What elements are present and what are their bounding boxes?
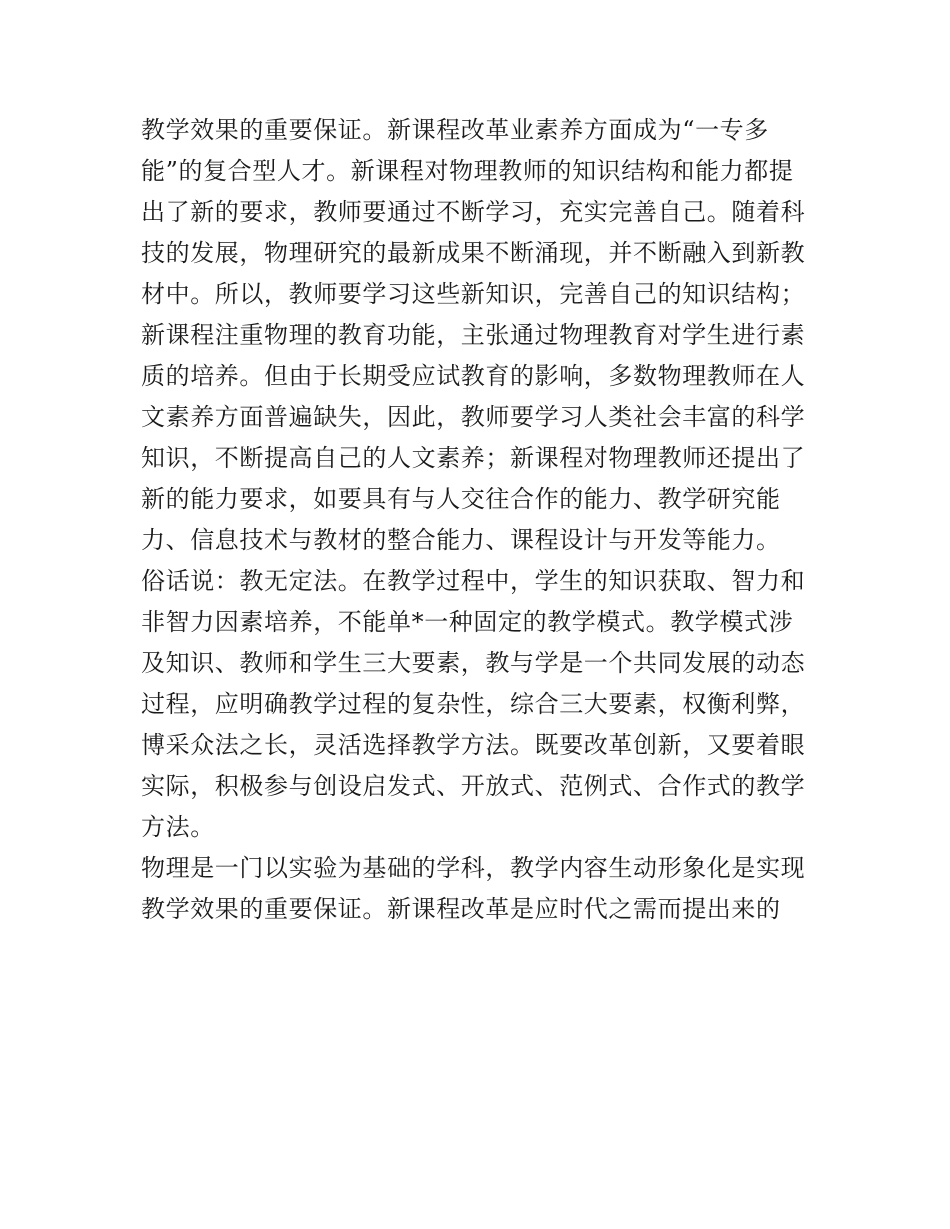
text-line-20: 教学效果的重要保证。新课程改革是应时代之需而提出来的 (141, 895, 781, 923)
text-line-15: 过程，应明确教学过程的复杂性，综合三大要素，权衡利弊， (141, 690, 806, 718)
text-line-5: 材中。所以，教师要学习这些新知识，完善自己的知识结构； (141, 280, 806, 308)
text-line-13: 非智力因素培养，不能单*一种固定的教学模式。教学模式涉 (141, 608, 794, 636)
text-line-3: 出了新的要求，教师要通过不断学习，充实完善自己。随着科 (141, 198, 806, 226)
text-line-6: 新课程注重物理的教育功能，主张通过物理教育对学生进行素 (141, 321, 806, 349)
text-line-2: 能”的复合型人才。新课程对物理教师的知识结构和能力都提 (141, 157, 794, 185)
text-line-4: 技的发展，物理研究的最新成果不断涌现，并不断融入到新教 (141, 239, 806, 267)
text-line-9: 知识，不断提高自己的人文素养；新课程对物理教师还提出了 (141, 444, 806, 472)
body-text (141, 110, 821, 930)
text-line-19: 物理是一门以实验为基础的学科，教学内容生动形象化是实现 (141, 854, 806, 882)
text-line-10: 新的能力要求，如要具有与人交往合作的能力、教学研究能 (141, 485, 781, 513)
text-line-1: 教学效果的重要保证。新课程改革业素养方面成为“一专多 (141, 116, 769, 144)
text-line-14: 及知识、教师和学生三大要素，教与学是一个共同发展的动态 (141, 649, 806, 677)
text-line-8: 文素养方面普遍缺失，因此，教师要学习人类社会丰富的科学 (141, 403, 806, 431)
text-line-16: 博采众法之长，灵活选择教学方法。既要改革创新，又要着眼 (141, 731, 806, 759)
text-line-11: 力、信息技术与教材的整合能力、课程设计与开发等能力。 (141, 526, 781, 554)
text-line-17: 实际，积极参与创设启发式、开放式、范例式、合作式的教学 (141, 772, 806, 800)
text-line-18: 方法。 (141, 813, 215, 841)
text-line-7: 质的培养。但由于长期受应试教育的影响，多数物理教师在人 (141, 362, 806, 390)
text-line-12: 俗话说：教无定法。在教学过程中，学生的知识获取、智力和 (141, 567, 806, 595)
